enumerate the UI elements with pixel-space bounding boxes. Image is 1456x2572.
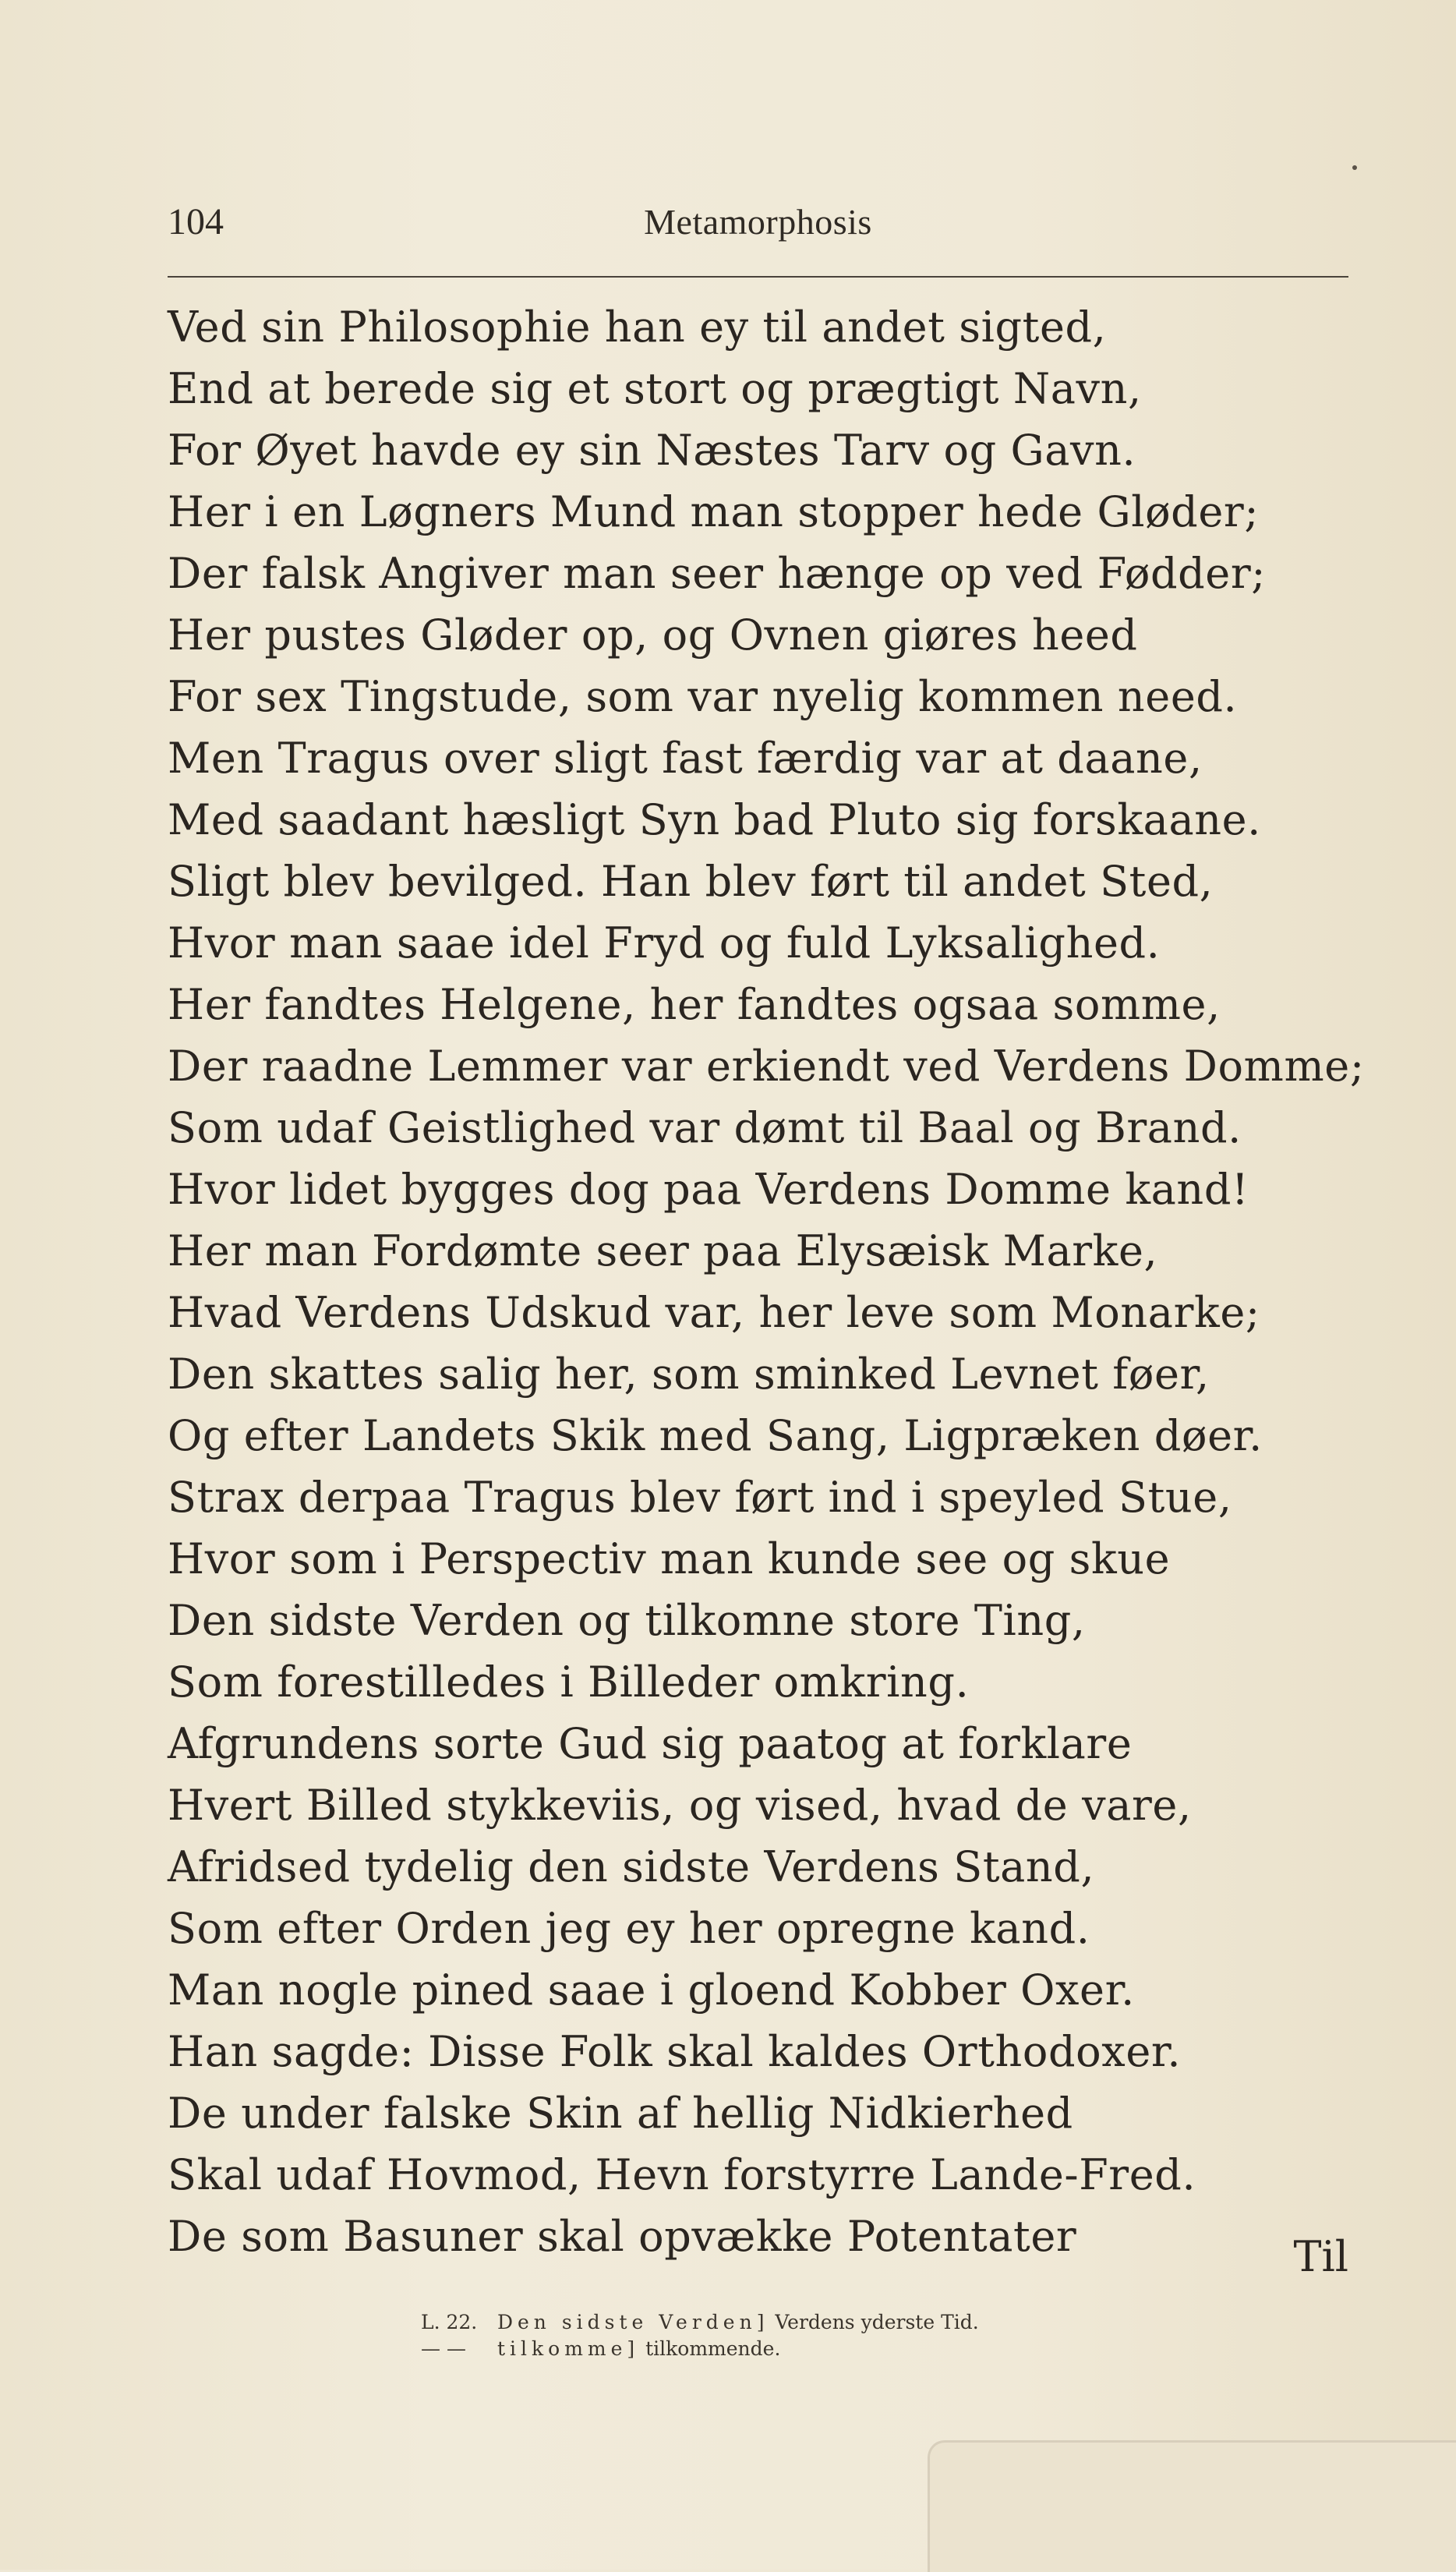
footnote-lemma: Den sidste Verden] bbox=[497, 2311, 769, 2333]
verse-line: Afgrundens sorte Gud sig paatog at forklare bbox=[168, 1719, 1133, 1768]
verse-block bbox=[168, 296, 1365, 2267]
verse-line: Den skattes salig her, som sminked Levnet føer, bbox=[168, 1350, 1210, 1399]
page-number: 104 bbox=[168, 201, 224, 242]
verse-line: Sligt blev bevilged. Han blev ført til andet Sted, bbox=[168, 857, 1214, 906]
verse-line: Men Tragus over sligt fast færdig var at daane, bbox=[168, 734, 1203, 783]
verse-line: Strax derpaa Tragus blev ført ind i speyled Stue, bbox=[168, 1473, 1232, 1522]
header-rule bbox=[168, 276, 1348, 278]
catchword: Til bbox=[1293, 2232, 1348, 2281]
running-head: Metamorphosis bbox=[644, 202, 872, 242]
verse-line: Og efter Landets Skik med Sang, Ligpræken døer. bbox=[168, 1411, 1263, 1460]
verse-line: Ved sin Philosophie han ey til andet sigted, bbox=[168, 302, 1107, 352]
verse-line: Den sidste Verden og tilkomne store Ting, bbox=[168, 1596, 1086, 1645]
footnote-gloss: tilkommende. bbox=[645, 2337, 781, 2360]
footnote-ref: L. 22. bbox=[421, 2311, 478, 2333]
footnote-gloss: Verdens yderste Tid. bbox=[775, 2311, 979, 2333]
page-header bbox=[168, 195, 1348, 249]
verse-line: Hvert Billed stykkeviis, og vised, hvad de vare, bbox=[168, 1781, 1192, 1830]
footnote bbox=[421, 2309, 1278, 2336]
verse-line: Som udaf Geistlighed var dømt til Baal og Brand. bbox=[168, 1103, 1242, 1152]
verse-line: De under falske Skin af hellig Nidkierhed bbox=[168, 2089, 1073, 2138]
verse-line: Her man Fordømte seer paa Elysæisk Marke, bbox=[168, 1226, 1158, 1275]
verse-line: Der falsk Angiver man seer hænge op ved Fødder; bbox=[168, 549, 1267, 598]
footnote-ref: — — bbox=[421, 2337, 466, 2360]
verse-line: Som forestilledes i Billeder omkring. bbox=[168, 1657, 970, 1707]
footnote-lemma: tilkomme] bbox=[497, 2337, 640, 2360]
verse-line: Han sagde: Disse Folk skal kaldes Orthodoxer. bbox=[168, 2027, 1182, 2076]
verse-line: Der raadne Lemmer var erkiendt ved Verdens Domme; bbox=[168, 1042, 1365, 1091]
verse-line: Her pustes Gløder op, og Ovnen giøres heed bbox=[168, 610, 1138, 660]
verse-line: Hvor som i Perspectiv man kunde see og skue bbox=[168, 1534, 1171, 1583]
ink-speck bbox=[1352, 165, 1357, 170]
verse-line: Hvor lidet bygges dog paa Verdens Domme kand! bbox=[168, 1165, 1249, 1214]
verse-line: De som Basuner skal opvække Potentater bbox=[168, 2212, 1077, 2261]
scan-card-edge bbox=[928, 2440, 1456, 2572]
verse-line: End at berede sig et stort og prægtigt Navn, bbox=[168, 364, 1142, 413]
verse-line: Man nogle pined saae i gloend Kobber Oxer. bbox=[168, 1965, 1135, 2015]
verse-line: For Øyet havde ey sin Næstes Tarv og Gavn. bbox=[168, 426, 1136, 475]
verse-line: Her i en Løgners Mund man stopper hede Gløder; bbox=[168, 487, 1260, 536]
verse-line: For sex Tingstude, som var nyelig kommen need. bbox=[168, 672, 1238, 721]
footnote bbox=[421, 2336, 1278, 2362]
verse-line: Afridsed tydelig den sidste Verdens Stand, bbox=[168, 1842, 1095, 1891]
verse-line: Hvad Verdens Udskud var, her leve som Monarke; bbox=[168, 1288, 1260, 1337]
verse-line: Hvor man saae idel Fryd og fuld Lyksalighed. bbox=[168, 918, 1161, 968]
verse-line: Som efter Orden jeg ey her opregne kand. bbox=[168, 1904, 1090, 1953]
verse-line: Med saadant hæsligt Syn bad Pluto sig forskaane. bbox=[168, 795, 1261, 844]
verse-line: Skal udaf Hovmod, Hevn forstyrre Lande-Fred. bbox=[168, 2150, 1196, 2199]
verse-line: Her fandtes Helgene, her fandtes ogsaa somme, bbox=[168, 980, 1221, 1029]
footnotes bbox=[421, 2309, 1278, 2362]
